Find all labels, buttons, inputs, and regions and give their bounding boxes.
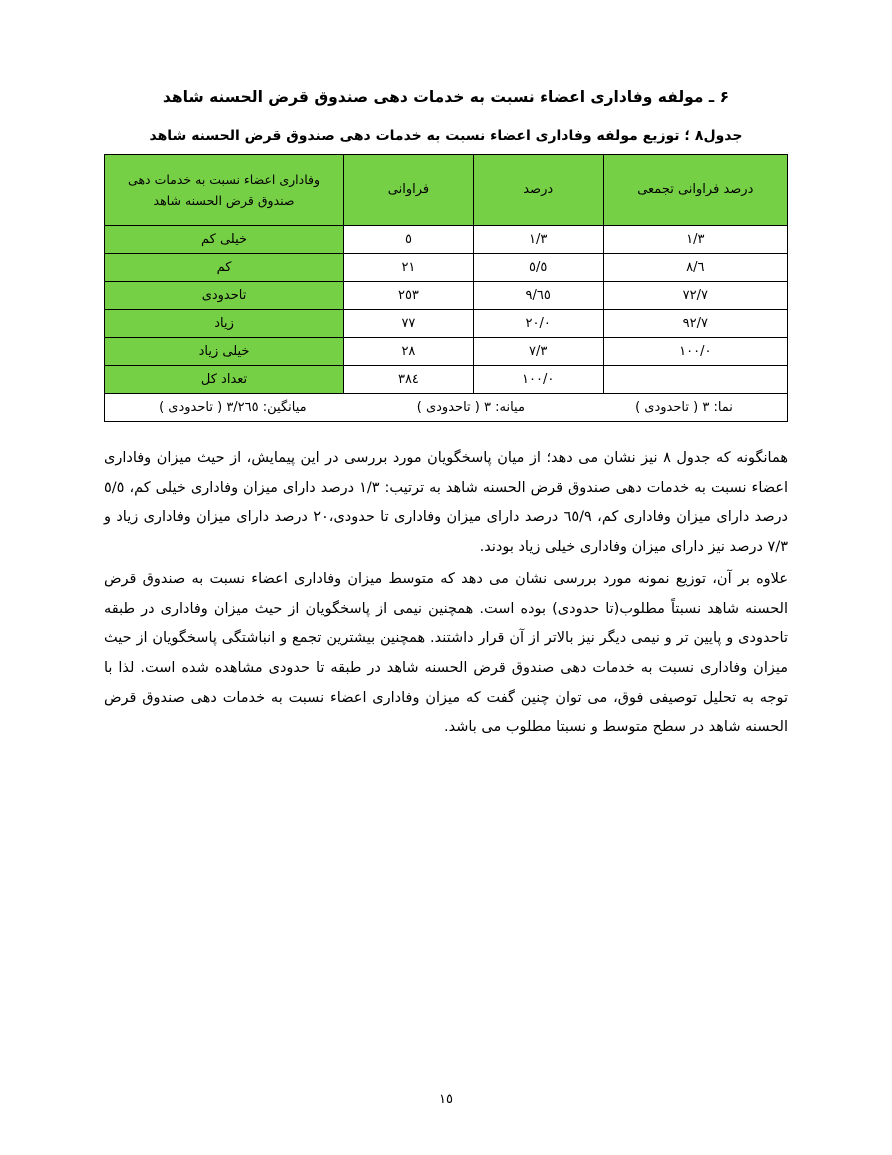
- cell-cumulative-empty: [603, 366, 787, 394]
- cell-frequency: ۳۸٤: [344, 366, 474, 394]
- table-caption: جدول۸ ؛ توزیع مولفه وفاداری اعضاء نسبت به خدمات دهی صندوق قرض الحسنه شاهد: [149, 128, 743, 144]
- page-number: ۱٥: [439, 1092, 453, 1107]
- column-header-percent: درصد: [473, 155, 603, 226]
- stats-cell: [105, 394, 788, 422]
- cell-label: خیلی زیاد: [105, 338, 344, 366]
- cell-frequency: ۲۸: [344, 338, 474, 366]
- table-row: [105, 226, 788, 254]
- table-row: [105, 338, 788, 366]
- table-row: [105, 254, 788, 282]
- cell-label: تاحدودی: [105, 282, 344, 310]
- cell-frequency: ٥: [344, 226, 474, 254]
- cell-frequency: ۲٥۳: [344, 282, 474, 310]
- cell-percent: ۱/۳: [473, 226, 603, 254]
- frequency-table: [104, 154, 788, 422]
- cell-label: کم: [105, 254, 344, 282]
- page-title: ۶ ـ مولفه وفاداری اعضاء نسبت به خدمات دهی صندوق قرض الحسنه شاهد: [162, 88, 730, 106]
- column-header-cumulative-percent: درصد فراوانی تجمعی: [603, 155, 787, 226]
- cell-cumulative: ۱/۳: [603, 226, 787, 254]
- table-stats-row: [105, 394, 788, 422]
- cell-frequency: ۲۱: [344, 254, 474, 282]
- cell-percent: ٥/٥: [473, 254, 603, 282]
- table-row: [105, 310, 788, 338]
- cell-label: زیاد: [105, 310, 344, 338]
- table-row: [105, 282, 788, 310]
- table-header-row: [105, 155, 788, 226]
- stat-mean: میانگین: ۳/۲٦٥ ( تاحدودی ): [159, 400, 307, 415]
- cell-percent: ۲۰/۰: [473, 310, 603, 338]
- cell-cumulative: ۹۲/۷: [603, 310, 787, 338]
- cell-percent: ۱۰۰/۰: [473, 366, 603, 394]
- cell-percent: ۷/۳: [473, 338, 603, 366]
- stat-mode: نما: ۳ ( تاحدودی ): [635, 400, 733, 415]
- cell-frequency: ۷۷: [344, 310, 474, 338]
- cell-label-total: تعداد کل: [105, 366, 344, 394]
- paragraph-2: علاوه بر آن، توزیع نمونه مورد بررسی نشان می دهد که متوسط میزان وفاداری اعضاء نسبت به صندوق قرض الحسنه شاهد نسبتاً مطلوب(تا حدودی) بوده است. همچنین نیمی از پاسخگویان از حیث میزان وفاداری در طبقه تاحدودی و پایین تر و نیمی دیگر نیز بالاتر از آن قرار داشتند. همچنین بیشترین تجمع و انباشتگی پاسخگویان از حیث میزان وفاداری نسبت به خدمات دهی صندوق قرض الحسنه شاهد در طبقه تا حدودی مشاهده شده است. لذا با توجه به تحلیل توصیفی فوق، می توان چنین گفت که میزان وفاداری اعضاء نسبت به خدمات دهی صندوق قرض الحسنه شاهد در سطح متوسط و نسبتا مطلوب می باشد.: [104, 570, 788, 736]
- table-row-total: [105, 366, 788, 394]
- stat-median: میانه: ۳ ( تاحدودی ): [416, 400, 525, 415]
- paragraph-1: همانگونه که جدول ۸ نیز نشان می دهد؛ از میان پاسخگویان مورد بررسی در این پیمایش، از حیث میزان وفاداری اعضاء نسبت به خدمات دهی صندوق قرض الحسنه شاهد به ترتیب: ۱/۳ درصد دارای میزان وفاداری خیلی کم، ٥/٥ درصد دارای میزان وفاداری کم، ٦٥/۹ درصد دارای میزان وفاداری تا حدودی،۲۰ درصد دارای میزان وفاداری زیاد و ۷/۳ درصد نیز دارای میزان وفاداری خیلی زیاد بودند.: [104, 450, 789, 556]
- cell-cumulative: ۷۲/۷: [603, 282, 787, 310]
- cell-percent: ٦٥/۹: [473, 282, 603, 310]
- column-header-frequency: فراوانی: [344, 155, 474, 226]
- cell-cumulative: ۱۰۰/۰: [603, 338, 787, 366]
- column-header-label: وفاداری اعضاء نسبت به خدمات دهی صندوق قرض الحسنه شاهد: [105, 155, 344, 226]
- cell-label: خیلی کم: [105, 226, 344, 254]
- body-text: [104, 444, 788, 743]
- cell-cumulative: ٦/۸: [603, 254, 787, 282]
